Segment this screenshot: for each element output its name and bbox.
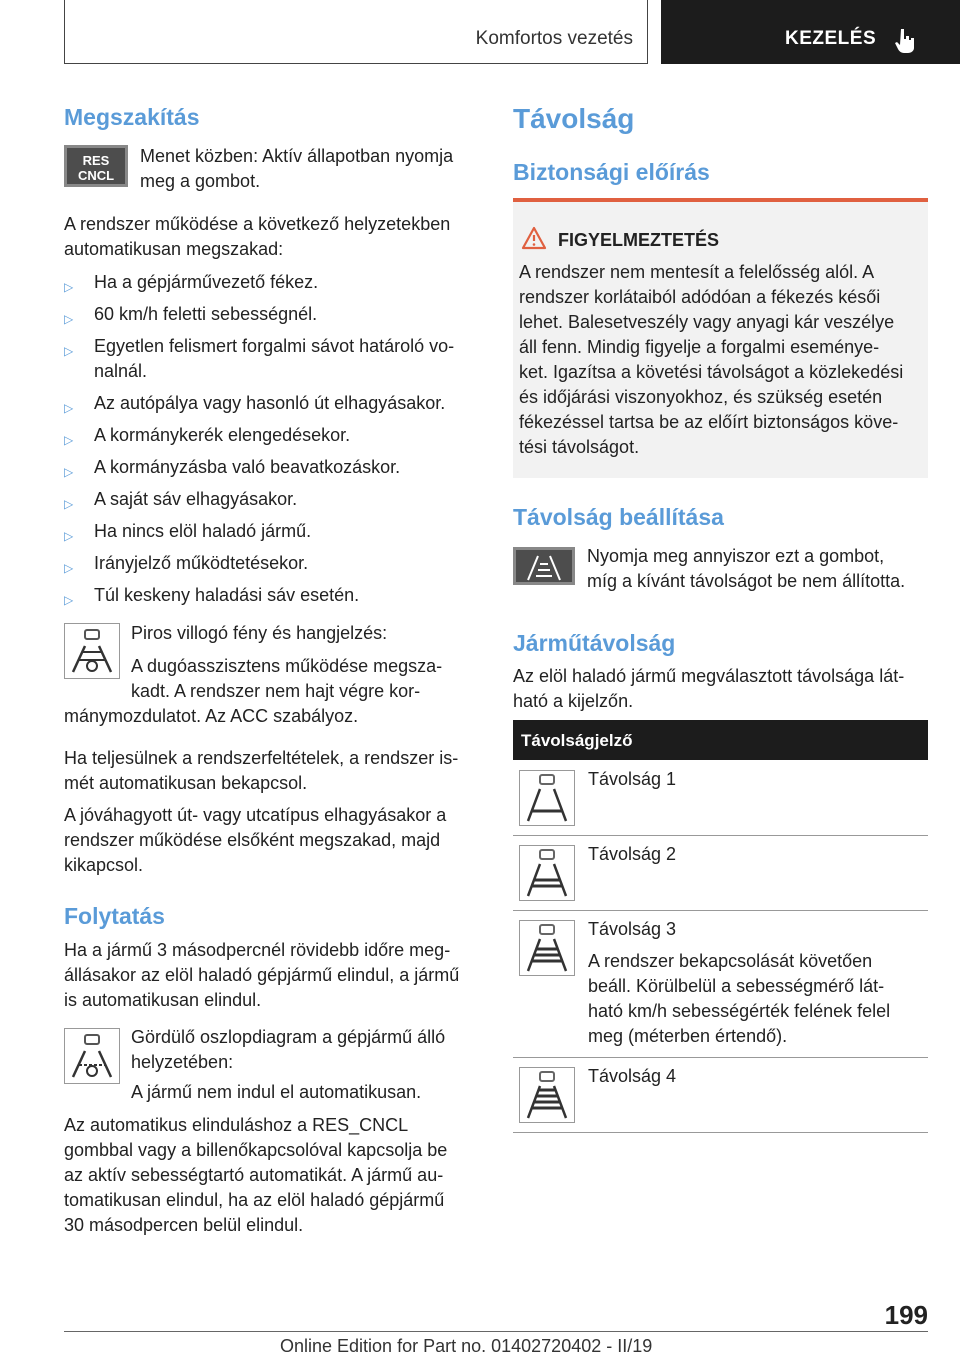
bullet-triangle-icon: ▷ [64,529,74,543]
warning-line: fékezéssel tartsa be az előírt biztonságos köve- [519,412,899,432]
distance-level-note [588,949,890,1049]
text-line: Ha teljesülnek a rendszerfeltételek, a rendszer is- [64,748,459,768]
bullet-triangle-icon: ▷ [64,561,74,575]
traffic-jam-assist-red-icon [64,623,120,679]
bullet-triangle-icon: ▷ [64,280,74,294]
table-row-divider [513,835,928,836]
list-item-text: Ha a gépjárművezető fékez. [94,272,319,292]
table-header-label: Távolságjelző [521,731,633,750]
header-chapter-title: KEZELÉS [785,28,877,49]
text-line: 30 másodpercen belül elindul. [64,1215,304,1235]
text-line: mét automatikusan bekapcsol. [64,773,308,793]
piros-line-3: mánymozdulatot. Az ACC szabályoz. [64,706,359,726]
warning-line: és időjárási viszonyokhoz, és szükség esetén [519,387,883,407]
distance-level-icon [519,770,575,826]
text-line: tomatikusan elindul, ha az elöl haladó gépjármű [64,1190,445,1210]
list-item [64,455,400,480]
header-chapter-tab [661,0,960,64]
text-line: Ha a jármű 3 másodpercnél rövidebb időre meg- [64,940,451,960]
warning-text [519,260,903,460]
intro-paragraph [64,212,450,262]
distance-button-icon [513,547,575,585]
bullet-triangle-icon: ▷ [64,401,74,415]
heading-jarmutavolsag: Járműtávolság [513,630,676,656]
bullet-triangle-icon: ▷ [64,312,74,326]
distance-level-label: Távolság 3 [588,919,677,939]
res-cncl-button-icon: RES CNCL [64,145,128,187]
list-item [64,302,317,327]
distance-level-icon [519,1067,575,1123]
warning-box [513,198,928,478]
heading-tavolsag: Távolság [513,103,635,134]
text-line: A jóváhagyott út- vagy utcatípus elhagyásakor a [64,805,447,825]
warning-line: A rendszer nem mentesít a felelősség alól. A [519,262,875,282]
table-row-divider [513,1057,928,1058]
teljesul-paragraph [64,746,458,796]
gordulo-paragraph [131,1025,445,1075]
text-line: Az automatikus elinduláshoz a RES_CNCL [64,1115,409,1135]
list-item [64,423,350,448]
list-item [64,334,454,384]
text-line: Az elöl haladó jármű megválasztott távolsága lát- [513,666,905,686]
text-line: rendszer működése elsőként megszakad, majd [64,830,441,850]
text-line: ható a kijelzőn. [513,691,634,711]
bullet-triangle-icon: ▷ [64,593,74,607]
text-line: gombbal vagy a billenőkapcsolóval kapcsolja be [64,1140,448,1160]
heading-folytatas: Folytatás [64,903,165,929]
list-item-text: A saját sáv elhagyásakor. [94,489,298,509]
text-line: míg a kívánt távolságot be nem állította. [587,571,906,591]
header-section-tab [64,0,648,64]
distance-level-label: Távolság 4 [588,1066,677,1086]
jovahagyott-paragraph [64,803,446,878]
warning-line: áll fenn. Mindig figyelje a forgalmi eseménye- [519,337,880,357]
res-text-line: Menet közben: Aktív állapotban nyomja [140,146,454,166]
list-item [64,270,318,295]
list-item [64,487,297,512]
list-item-text: nalnál. [94,361,148,381]
warning-line: ket. Igazítsa a követési távolságot a közlekedési [519,362,904,382]
gordulo-line-2: A jármű nem indul el automatikusan. [131,1082,422,1102]
list-item [64,551,308,576]
list-item-text: A kormánykerék elengedésekor. [94,425,351,445]
footer-edition: Online Edition for Part no. 01402720402 - II/19 [280,1336,653,1356]
warning-line: tési távolságot. [519,437,640,457]
text-line: állásakor az elöl haladó gépjármű elindul, a jármű [64,965,460,985]
warning-line: lehet. Balesetveszély vagy anyagi kár veszélye [519,312,895,332]
hand-pointer-icon [893,27,919,53]
bullet-triangle-icon: ▷ [64,465,74,479]
distance-level-icon [519,845,575,901]
bullet-triangle-icon: ▷ [64,433,74,447]
list-item [64,519,311,544]
intro-line: automatikusan megszakad: [64,239,284,259]
heading-megszakitas: Megszakítás [64,104,200,130]
footer-divider [64,1331,928,1332]
jarmutavolsag-text [513,664,904,714]
auto-start-paragraph [64,1113,447,1238]
piros-line: kadt. A rendszer nem hajt végre kor- [131,681,421,701]
rolling-bar-graph-icon [64,1028,120,1084]
warning-title: FIGYELMEZTETÉS [558,230,720,250]
text-line: az aktív sebességtartó automatikát. A jármű au- [64,1165,444,1185]
distance-level-label: Távolság 1 [588,769,677,789]
text-line: beáll. Körülbelül a sebességmérő lát- [588,976,885,996]
bullet-triangle-icon: ▷ [64,497,74,511]
distance-level-icon [519,920,575,976]
text-line: Nyomja meg annyiszor ezt a gombot, [587,546,885,566]
bullet-triangle-icon: ▷ [64,344,74,358]
beallitasa-text [587,544,905,594]
list-item-text: Egyetlen felismert forgalmi sávot határoló vo- [94,336,455,356]
res-text [140,144,453,194]
text-line: is automatikusan elindul. [64,990,262,1010]
heading-biztonsagi: Biztonsági előírás [513,159,710,185]
list-item-text: Túl keskeny haladási sáv esetén. [94,585,360,605]
distance-level-label: Távolság 2 [588,844,677,864]
piros-line-1: Piros villogó fény és hangjelzés: [131,623,388,643]
piros-line: A dugóasszisztens működése megsza- [131,656,443,676]
page-number: 199 [884,1300,928,1330]
warning-triangle-icon [521,226,547,250]
text-line: Gördülő oszlopdiagram a gépjármű álló [131,1027,446,1047]
text-line: ható km/h sebességérték felének felel [588,1001,891,1021]
list-item-text: A kormányzásba való beavatkozáskor. [94,457,401,477]
text-line: kikapcsol. [64,855,144,875]
list-item-text: 60 km/h feletti sebességnél. [94,304,318,324]
distance-table-header [513,720,928,760]
warning-line: rendszer korlátaiból adódóan a fékezés késői [519,287,881,307]
list-item-text: Az autópálya vagy hasonló út elhagyásakor. [94,393,446,413]
list-item-text: Ha nincs elöl haladó jármű. [94,521,312,541]
text-line: A rendszer bekapcsolását követően [588,951,873,971]
list-item-text: Irányjelző működtetésekor. [94,553,309,573]
heading-beallitasa: Távolság beállítása [513,504,724,530]
text-line: meg (méterben értendő). [588,1026,788,1046]
folytatas-paragraph [64,938,459,1013]
header-section-title: Komfortos vezetés [475,28,633,49]
list-item [64,583,359,608]
table-row-divider [513,910,928,911]
text-line: helyzetében: [131,1052,234,1072]
piros-paragraph [131,654,442,704]
intro-line: A rendszer működése a következő helyzetekben [64,214,451,234]
table-row-divider [513,1132,928,1133]
list-item [64,391,445,416]
res-text-line: meg a gombot. [140,171,261,191]
